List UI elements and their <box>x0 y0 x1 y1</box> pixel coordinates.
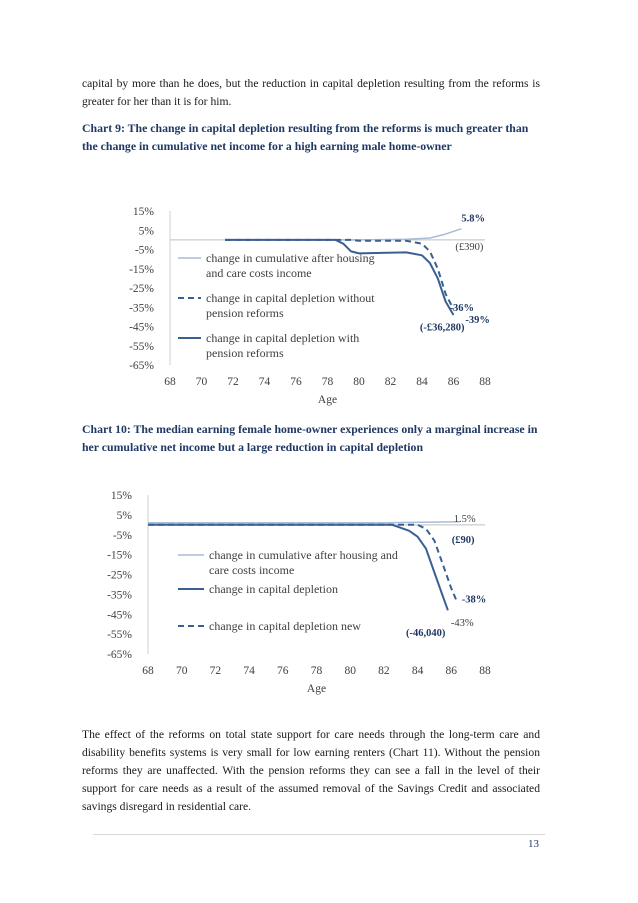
data-label: (£390) <box>455 241 484 253</box>
y-tick-label: -35% <box>107 589 132 602</box>
x-tick-label: 68 <box>142 665 154 677</box>
y-tick-label: 5% <box>116 509 132 522</box>
y-tick-label: -25% <box>107 569 132 582</box>
legend-label: change in capital depletion without <box>206 291 375 305</box>
x-tick-label: 76 <box>290 376 302 388</box>
series-line-1 <box>148 522 460 523</box>
data-label: -39% <box>465 314 490 326</box>
y-tick-label: 15% <box>110 490 132 502</box>
y-tick-label: -55% <box>107 629 132 642</box>
data-label: -36% <box>449 303 474 315</box>
series-line-1 <box>225 229 461 240</box>
footer-divider <box>93 834 545 835</box>
x-tick-label: 74 <box>258 376 271 388</box>
legend-label: pension reforms <box>206 346 284 360</box>
legend-label: change in cumulative after housing <box>206 251 375 265</box>
page-number: 13 <box>528 838 539 850</box>
chart-9-caption: Chart 9: The change in capital depletion resulting from the reforms is much greater than the change in cumulative net income for a high earning male home-owner <box>82 121 529 153</box>
x-axis-label: Age <box>306 683 327 695</box>
chart-9 <box>0 190 638 415</box>
legend-label: change in cumulative after housing and <box>209 548 398 562</box>
y-tick-label: -5% <box>112 529 132 542</box>
body-paragraph: The effect of the reforms on total state support for care needs through the long-term care and disability benefits systems is very small for low earning renters (Chart 11). Without the pension reforms they are unaffected. With the pension reforms they can see a fall in the level of their support for care needs as a result of the assumed removal of the Savings Credit and associated savings disregard in residential care. <box>82 728 540 813</box>
x-tick-label: 80 <box>344 665 356 677</box>
x-tick-label: 68 <box>164 376 176 388</box>
x-tick-label: 86 <box>445 665 458 677</box>
x-tick-label: 76 <box>277 665 289 677</box>
legend-label: and care costs income <box>206 266 312 280</box>
data-label: (-46,040) <box>406 628 446 640</box>
x-tick-label: 86 <box>447 376 460 388</box>
y-tick-label: -65% <box>107 649 132 661</box>
y-tick-label: -15% <box>107 549 132 562</box>
x-tick-label: 74 <box>243 665 255 677</box>
y-tick-label: -25% <box>129 283 154 295</box>
y-tick-label: 5% <box>138 225 154 238</box>
legend-label: change in capital depletion <box>209 582 338 596</box>
x-tick-label: 72 <box>227 376 239 388</box>
legend-label: care costs income <box>209 563 295 577</box>
chart-10 <box>0 480 638 705</box>
data-label: (£90) <box>451 534 475 546</box>
x-tick-label: 84 <box>416 376 428 388</box>
x-tick-label: 70 <box>195 376 208 388</box>
legend-label: change in capital depletion with <box>206 331 360 345</box>
x-tick-label: 78 <box>321 376 334 388</box>
chart-10-caption: Chart 10: The median earning female home-owner experiences only a marginal increase in her cumulative net income but a large reduction in capital depletion <box>82 422 538 454</box>
x-tick-label: 82 <box>384 376 397 388</box>
y-tick-label: -15% <box>129 263 154 276</box>
y-tick-label: -65% <box>129 360 154 372</box>
y-tick-label: -45% <box>129 321 154 334</box>
legend-label: pension reforms <box>206 306 284 320</box>
x-axis-label: Age <box>317 394 338 406</box>
legend-label: change in capital depletion new <box>209 619 361 633</box>
x-tick-label: 72 <box>209 665 222 677</box>
intro-paragraph: capital by more than he does, but the reduction in capital depletion resulting from the reforms is greater for her than it is for him. <box>82 77 540 108</box>
x-tick-label: 82 <box>378 665 390 677</box>
y-tick-label: -45% <box>107 609 132 622</box>
y-tick-label: 15% <box>132 206 154 218</box>
x-tick-label: 70 <box>175 665 188 677</box>
data-label: 5.8% <box>461 213 485 225</box>
series-line-2 <box>148 525 448 611</box>
y-tick-label: -55% <box>129 340 154 353</box>
x-tick-label: 84 <box>411 665 424 677</box>
x-tick-label: 78 <box>310 665 323 677</box>
x-tick-label: 88 <box>479 376 491 388</box>
y-tick-label: -5% <box>134 244 154 257</box>
data-label: (-£36,280) <box>419 322 465 334</box>
x-tick-label: 88 <box>479 665 491 677</box>
data-label: -38% <box>461 594 487 606</box>
x-tick-label: 80 <box>353 376 365 388</box>
data-label: 1.5% <box>453 513 476 525</box>
data-label: -43% <box>450 618 474 630</box>
y-tick-label: -35% <box>129 302 154 315</box>
